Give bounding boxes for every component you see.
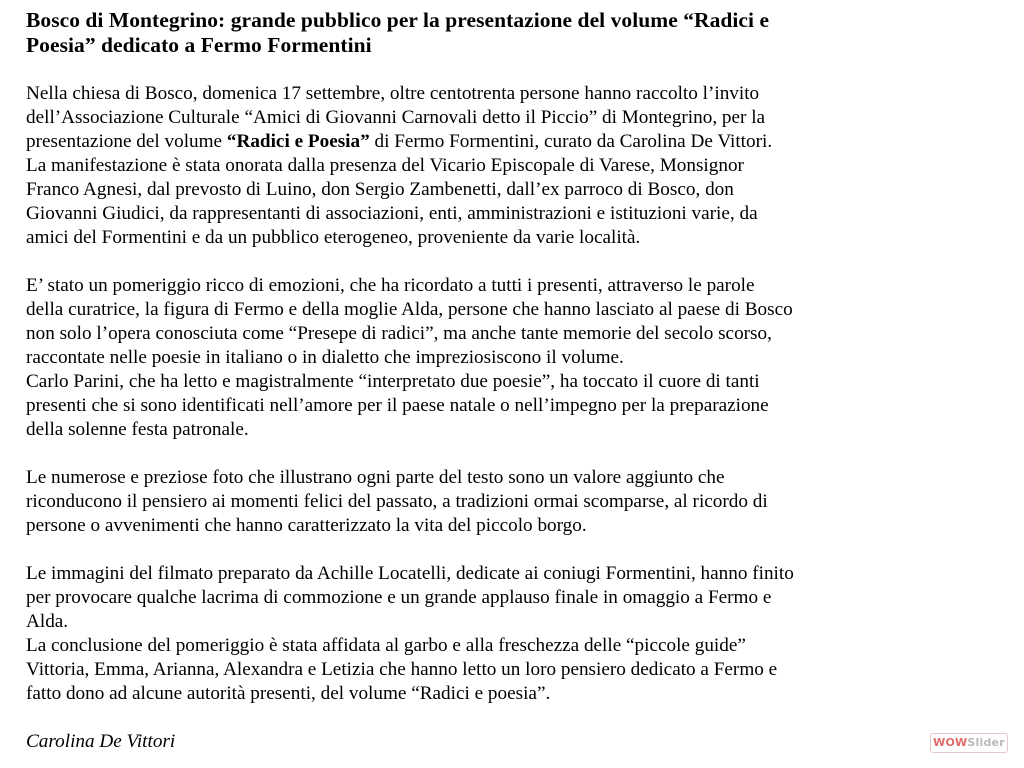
text-fragment: di Fermo Formentini, curato da Carolina De Vittori. xyxy=(369,131,773,152)
book-title-bold: “Radici e Poesia” xyxy=(226,131,370,152)
text-line: Le immagini del filmato preparato da Achille Locatelli, dedicate ai coniugi Formentini, hanno finito xyxy=(26,563,794,584)
wowslider-watermark[interactable] xyxy=(930,733,1008,753)
text-line: amici del Formentini e da un pubblico eterogeneo, proveniente da varie località. xyxy=(26,227,641,248)
text-line: Alda. xyxy=(26,611,69,632)
text-line: Le numerose e preziose foto che illustrano ogni parte del testo sono un valore aggiunto che xyxy=(26,467,725,488)
title-line: Bosco di Montegrino: grande pubblico per la presentazione del volume “Radici e xyxy=(26,8,770,32)
text-line: della curatrice, la figura di Fermo e della moglie Alda, persone che hanno lasciato al paese di Bosco xyxy=(26,299,793,320)
text-line: Vittoria, Emma, Arianna, Alexandra e Letizia che hanno letto un loro pensiero dedicato a Fermo e xyxy=(26,659,778,680)
text-line: Nella chiesa di Bosco, domenica 17 settembre, oltre centotrenta persone hanno raccolto l’invito xyxy=(26,83,760,104)
text-line: Franco Agnesi, dal prevosto di Luino, don Sergio Zambenetti, dall’ex parroco di Bosco, don xyxy=(26,179,734,200)
text-line: Carlo Parini, che ha letto e magistralmente “interpretato due poesie”, ha toccato il cuore di tanti xyxy=(26,371,760,392)
text-line: riconducono il pensiero ai momenti felici del passato, a tradizioni ormai scomparse, al ricordo di xyxy=(26,491,768,512)
text-line: Giovanni Giudici, da rappresentanti di associazioni, enti, amministrazioni e istituzioni varie, da xyxy=(26,203,758,224)
text-line: fatto dono ad alcune autorità presenti, del volume “Radici e poesia”. xyxy=(26,683,551,704)
article-title xyxy=(26,8,971,58)
author-signature: Carolina De Vittori xyxy=(26,731,176,752)
text-line: per provocare qualche lacrima di commozione e un grande applauso finale in omaggio a Fermo e xyxy=(26,587,772,608)
watermark-wow: WOW xyxy=(933,736,968,749)
text-fragment: presentazione del volume xyxy=(26,131,227,152)
text-line: La manifestazione è stata onorata dalla presenza del Vicario Episcopale di Varese, Monsignor xyxy=(26,155,744,176)
text-line xyxy=(26,130,971,154)
text-line: presenti che si sono identificati nell’amore per il paese natale o nell’impegno per la preparazione xyxy=(26,395,769,416)
text-line: E’ stato un pomeriggio ricco di emozioni, che ha ricordato a tutti i presenti, attraverso le parole xyxy=(26,275,755,296)
text-line: La conclusione del pomeriggio è stata affidata al garbo e alla freschezza delle “piccole guide” xyxy=(26,635,746,656)
article xyxy=(26,8,971,754)
paragraph-4 xyxy=(26,562,971,706)
paragraph-3 xyxy=(26,466,971,538)
title-line: Poesia” dedicato a Fermo Formentini xyxy=(26,33,372,57)
text-line: dell’Associazione Culturale “Amici di Giovanni Carnovali detto il Piccio” di Montegrino, per la xyxy=(26,107,766,128)
watermark-slider: Slider xyxy=(967,736,1005,749)
text-line: non solo l’opera conosciuta come “Presepe di radici”, ma anche tante memorie del secolo scorso, xyxy=(26,323,772,344)
paragraph-1 xyxy=(26,82,971,250)
text-line: della solenne festa patronale. xyxy=(26,419,249,440)
text-line: raccontate nelle poesie in italiano o in dialetto che impreziosiscono il volume. xyxy=(26,347,624,368)
text-line: persone o avvenimenti che hanno caratterizzato la vita del piccolo borgo. xyxy=(26,515,587,536)
paragraph-2 xyxy=(26,274,971,442)
